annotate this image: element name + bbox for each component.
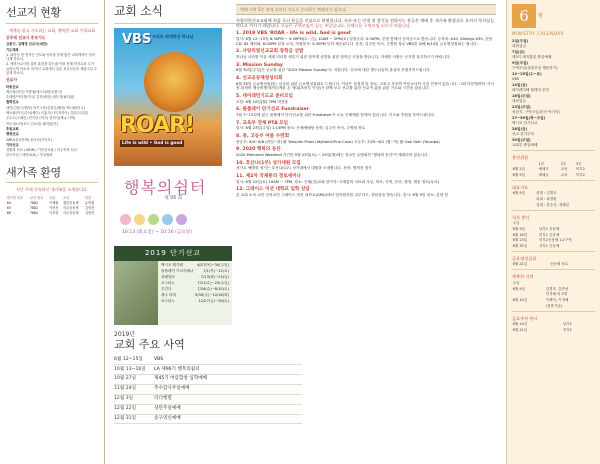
calendar-entry: 교회부 졸업예배 xyxy=(512,143,538,148)
calendar-entry: 대외업입 xyxy=(512,99,526,104)
missions-heading: 2019 단기선교 xyxy=(114,246,232,261)
calendar-entry: 제3기 제자훈련 졸업예배 xyxy=(512,55,552,60)
prayer-line: 기도제목 xyxy=(6,47,19,52)
calendar-list xyxy=(512,39,595,148)
offering-table xyxy=(512,161,595,178)
announcement-body: 성가로 예배를 섬기는 호산나(1부) 성가대에서 대원을 모집합니다. 문의: 양의천 집사 xyxy=(236,166,372,171)
missions-list xyxy=(158,261,232,325)
annual-date: 6월 12~15일 xyxy=(114,356,143,362)
table-cell xyxy=(512,303,545,309)
mission-date: 7/1(목)~12(토) xyxy=(203,268,229,273)
parking-title: 금요주차 봉사 xyxy=(512,315,538,321)
missionary-line: 인도네시아(코드 김소미) 필리핀(진) xyxy=(6,121,58,126)
announcement-body: 7월 7~13일에 있는 플롤레이 단기선교를 위한 Fundraiser가 오늘 은혜예를 앞에서 있습니다. 기도와 후원을 부탁드립니다. xyxy=(236,113,436,117)
new-family-header: 이름 xyxy=(49,195,56,200)
vbs-tagline: 우리의 위대하신 하나님 xyxy=(152,34,194,39)
table-cell: 6월 9일 xyxy=(512,226,525,231)
ministry-calendar-sidebar xyxy=(506,0,600,464)
table-cell: 파워 : 곽경환 xyxy=(536,197,557,202)
announcement-item xyxy=(236,174,496,184)
announcement-body: 본 교회 소속 교단 신학교인 그레이스 미션 대학교(GMU)에서 입학원서를 교부하고, 상담실을 받습니다. 일시: 6월 9일 장소: 본당 앞 xyxy=(236,193,449,198)
mission-place: 멕시코 테카테 xyxy=(161,262,183,267)
table-cell: 64 xyxy=(6,201,11,206)
table-cell: 65 xyxy=(6,206,11,211)
welcome-intro xyxy=(236,18,496,28)
divider xyxy=(512,210,595,211)
worship-reminder: 예배 시작 5분 전에 오셔서 기도로 준비하는 예배자가 됩시다. xyxy=(236,4,496,15)
table-cell: 7882 xyxy=(29,206,39,211)
missionary-line: 기타선교 xyxy=(6,142,19,147)
announcement-list xyxy=(236,31,496,198)
table-cell: 남부1 공동체 xyxy=(538,226,560,231)
divider xyxy=(512,269,595,270)
table-cell: 6월 21일 xyxy=(512,262,528,267)
announcement-body: 중등부: 6/4~6/6 (화일~화) @ Tahquitz Pines (Idyllwild-Pine Cove) 고등부: 7/29~8/1 (월~목) @ Oak Glen (Yucaipa) xyxy=(236,139,440,144)
table-cell: 청년공동체 xyxy=(63,201,79,206)
announcement-body: 일시: 6월 12~15일 6:30PM ~ 9:30PM(수~금), 10AM ~ 2PM(토) 일일등록: 5:30PM, 본당 앞에서 선착순으로 받습니다. 등록비: $40, Siblings $35, 친당 CD: $5 체헌회: 6:00PM 본당 로비, 자원봉사: 5:30PM 부터 제공됩니다. 운전: 김주민 목사, 주영철 장로 VBS를 위해 6/14일 금요영성집회는 쉽니다. xyxy=(236,36,493,46)
prayer-line: 김용구, 김해정 선교사(대만) xyxy=(6,42,48,47)
announcement-item xyxy=(236,187,496,197)
calendar-entry: 30일(주일) xyxy=(512,137,531,142)
announcement-title: 9. 2020 행복의 동산 xyxy=(236,147,281,153)
mission-row xyxy=(161,299,229,303)
table-cell: 6월 9일 xyxy=(512,191,525,196)
annual-event: LA 제96기 행복의쉼터 xyxy=(154,366,200,372)
table-cell xyxy=(512,202,536,208)
annual-event: 성탄주일예배 xyxy=(154,406,181,412)
new-family-title: 새가족 환영 xyxy=(6,165,61,179)
retreat-session: 제 96 회 xyxy=(164,196,183,201)
missionary-line: 협력선교 xyxy=(6,100,19,105)
announcement-title: 12. 그레이스 미션 대학교 입학 상담 xyxy=(236,187,310,193)
table-row xyxy=(6,211,98,216)
lion-illustration xyxy=(144,52,204,112)
table-row xyxy=(512,327,595,333)
table-cell: 6월 21일 xyxy=(512,327,528,332)
vbs-logo: VBS xyxy=(122,32,152,47)
table-cell: 민지혜 외 2명 xyxy=(545,292,568,297)
table-cell: 예배국 xyxy=(538,172,549,177)
calendar-entry: 16일(주일) xyxy=(512,93,531,98)
missionary-line: 파송선교 xyxy=(6,84,19,89)
missionary-line: GMU(선교단체) 송마리(카자흐) xyxy=(6,137,52,142)
annual-event: 송구영신예배 xyxy=(154,416,181,422)
calendar-entry: 27~30일(목~주일) xyxy=(512,115,546,120)
announcements-column xyxy=(230,0,502,464)
annual-event: VBS xyxy=(154,356,164,362)
missionary-line: 백시원(미국) 이종권/에스더(태국/한국) xyxy=(6,89,63,94)
new-family-header: 교인 번호 xyxy=(29,195,44,200)
table-cell: (결혼기념) xyxy=(545,303,562,308)
annual-date: 12월 31일 xyxy=(114,416,137,422)
ministry-calendar-title: MINISTRY CALENDAR xyxy=(512,31,565,36)
annual-event: 제45기 여름합창 입학예배 xyxy=(154,376,208,382)
missionary-line: 대만(김용구/해정) 파키스탄(김정우/혜선) 백시원(미국) xyxy=(6,105,85,110)
table-cell: 사무공동체 xyxy=(63,206,79,211)
calendar-entry: 성한식, 구역모임(본인 야기의) xyxy=(512,110,560,115)
intro-text: 사랑의빛선교교회에 처음 오신 분들을 진심으로 환영합니다. 등록 또는 안내 및 장기를 원하시는 분들은 예배 후 새가족 환영실로 오셔서 목사님들 만나고 가시기 바랍니다. xyxy=(236,18,495,29)
calendar-entry: 23일(주일) xyxy=(512,104,531,109)
table-cell: 김성천 xyxy=(84,211,95,216)
vbs-poster xyxy=(114,28,222,166)
announcement-title: 11. 제2차 국제통의 정로세미나 xyxy=(236,174,301,180)
missionary-line: 후원교회 xyxy=(6,126,19,131)
mission-date: 9/30(주)~10/16(화) xyxy=(195,293,229,298)
friday-title: 금요영성집회 xyxy=(512,255,537,261)
table-cell: 이지현 xyxy=(49,211,59,216)
table-row xyxy=(512,303,595,309)
announcement-body: 2020 Memorial Weekend 기간인 5월 23일(토) ~ 25일(월)에는 전교인 수양회인 '행복의 동산'이 계획되어 있습니다. xyxy=(236,153,429,158)
table-cell: 교육 xyxy=(560,167,568,172)
table-cell: 북부2 xyxy=(575,172,585,177)
mission-date: 7/13(화)~23(일) xyxy=(200,274,229,279)
missionary-list xyxy=(6,85,98,158)
retreat-dates: 10:13 (화요일) ~ 10:16 (금요일) xyxy=(122,230,192,235)
prayer-title: 대표기도 xyxy=(512,184,529,190)
missions-photo xyxy=(114,261,158,325)
announcement-body: 모임: 6월 10일(월) 7PM 비전홀 xyxy=(236,99,289,104)
missionary-line: 한국모임 / 대만(ICU) / 선교협회 xyxy=(6,153,53,158)
missionary-line: 행정선교 xyxy=(6,132,19,137)
announcement-item xyxy=(236,63,496,73)
table-cell: 서부1 공동체 xyxy=(538,243,560,248)
announcement-body: 6월 30일(주일)은 선교를 위한 "2019 Mission Sunday"로 지킵니다. 선교에 대한 생도님들의 관심과 후원부탁드립니다. xyxy=(236,68,431,73)
mission-date: 7/26(수)~8/10(토) xyxy=(197,287,229,292)
happy-table-schedule xyxy=(512,281,595,309)
calendar-entry: 테이레미해 월례자 종강 xyxy=(512,88,549,93)
table-cell: 2부 xyxy=(560,161,567,166)
announcement-title: 1. 2019 VBS 'ROAR - life is wild, God is good' xyxy=(236,31,352,37)
calendar-entry: 14일(금) xyxy=(512,82,528,87)
divider xyxy=(512,251,595,252)
mission-place: 우간다 xyxy=(161,287,172,292)
meal-title: 식사 봉사 xyxy=(512,214,530,220)
table-cell: 이재원 xyxy=(49,201,59,206)
annual-date: 10월 13~16일 xyxy=(114,366,146,372)
missionary-line: 우수도(스페인) 안식년 (미국) 한의사(케냐-사역) xyxy=(6,116,76,121)
table-cell: 한명 : 김병조 xyxy=(536,191,557,196)
divider xyxy=(512,180,595,181)
annual-event: 리더행렬 xyxy=(154,396,172,402)
table-row xyxy=(512,262,595,268)
table-cell: 66 xyxy=(6,211,11,216)
table-cell: 6월 23일 xyxy=(512,238,528,243)
friday-table xyxy=(512,262,595,268)
announcement-item xyxy=(236,31,496,46)
decorative-dots xyxy=(120,214,187,225)
announcement-title: 3. Mission Sunday xyxy=(236,62,283,68)
announcement-item xyxy=(236,121,496,131)
mission-status-title: 선교지 현황 xyxy=(6,6,61,19)
annual-ministry-title: 교회 주요 사역 xyxy=(114,338,185,352)
table-cell: 7882 xyxy=(29,201,39,206)
calendar-entry: 멕시코 단기선교 xyxy=(512,121,538,126)
announcement-body: 하나님 나라를 이끌 세대 리더를 세우기 위한 장학생 선발을 위한 장학금 신청을 받습니다. 자세한 사항은 공지를 참고하시기 바랍니다. xyxy=(236,54,451,59)
divider xyxy=(512,311,595,312)
table-cell: 6월 14일 xyxy=(512,297,528,302)
announcement-item xyxy=(236,76,496,91)
parking-table xyxy=(512,322,595,333)
table-row xyxy=(512,202,595,208)
table-cell: 북부1 xyxy=(562,327,572,332)
annual-year: 2019년 xyxy=(114,330,136,338)
prayer-table xyxy=(512,191,595,208)
table-cell: 6월 30일 xyxy=(512,243,528,248)
new-family-header: 담당 xyxy=(84,195,92,200)
mission-slogan: 세계를 품고 기도하는 교회, 행복한 교회 우리교회 xyxy=(8,27,96,33)
table-cell: 6월 14일 xyxy=(512,322,528,327)
annual-date: 11월 24일 xyxy=(114,386,137,392)
announcement-item xyxy=(236,94,496,104)
calendar-entry: 대외업입 xyxy=(512,44,526,49)
church-news-title: 교회 소식 xyxy=(114,4,163,18)
table-cell: 북부2공동체 1교구역 xyxy=(538,238,572,243)
missionary-line: 경찰복 선교 / MOM / 기독선교회 / 이주목회 선교 xyxy=(6,148,77,153)
mission-date: 12/27(금)~28(토) xyxy=(198,299,229,304)
vbs-roar-title: ROAR! xyxy=(120,113,195,138)
calendar-entry: VBS xyxy=(512,77,520,82)
month-badge: 6 xyxy=(512,4,536,28)
new-family-header: 소속 xyxy=(63,195,70,200)
prayer-line: 1. 타이난 현 현지인 전도와 양육을 통해 많은 교회개척이 일어나게 하소서. xyxy=(6,53,96,62)
table-cell: 3부 xyxy=(575,161,582,166)
table-cell: 6월 9일 xyxy=(512,172,525,177)
mission-prayer-heading: 공주에 선교사 중보기도 xyxy=(6,34,46,40)
offering-title: 봉헌위원 xyxy=(512,154,529,160)
mission-row xyxy=(161,275,229,279)
announcement-body: 6월 28일 금요영성집회는 선교를 위한 금요영성집회로 드립니다. 이날은 한경결 일 장로, 고치고 조진의 여선교사의 사진 간증이 있습니다. 그외 다문영화의 '사사봉-한의비 행운비행'레이더게를 온 세대(초중부 이상)가 함께 보고 선교를 위한 선교적 삶을 위한 기도와 시간을 갖습니다. xyxy=(236,81,495,91)
table-row xyxy=(512,243,595,249)
table-cell: 이현진 xyxy=(49,206,59,211)
prayer-line: 2. 제직선교사를 위한 훈련을 하는데 이를 통해 현지교회 수가 늘어나게 하소서. 타이난 교회에서 일꾼 선교사들을 채워주실 수 있게 하소서. xyxy=(6,62,98,75)
mission-place: 제주 티파 xyxy=(161,293,177,298)
prayer-lines xyxy=(6,42,98,74)
table-cell: 주일 xyxy=(512,221,520,226)
table-cell: 공동체 차로 xyxy=(549,262,568,267)
table-cell: 사무공동체 xyxy=(63,211,79,216)
announcement-body: 일시: 6월 22일(토) 10AM ~ 7PM, 장소: 은혜(친)교회 참가자: 국제통의 지료피 사무, 의료, 사역, 은퇴, 행정, 협동 장로(무료) xyxy=(236,179,439,184)
annual-event: 추수감사주일예배 xyxy=(154,386,190,392)
divider xyxy=(512,150,595,151)
calendar-entry: 28일(금) xyxy=(512,126,528,131)
table-cell: 7884 xyxy=(29,211,39,216)
calendar-entry: 7일(금) xyxy=(512,49,525,54)
table-cell: 6월 16일 xyxy=(512,232,528,237)
table-cell: 이채익, 이정혜 xyxy=(545,297,569,302)
mission-place: 과테말라 xyxy=(161,274,175,279)
announcement-title: 7. 교육부 전체 PTA 모임 xyxy=(236,120,289,126)
calendar-entry: 2일(주일) xyxy=(512,39,529,43)
mission-place: 코스타노 xyxy=(161,299,175,304)
calendar-entry: 구역모임(성령모임 행동하기) xyxy=(512,66,558,71)
table-cell: 1부 xyxy=(538,161,545,166)
announcement-title: 10. 호산나(1부) 성가대원 모집 xyxy=(236,160,301,166)
missionary-line: 손태양/이민경(미국) 김진(대만) 최은정(필리핀) xyxy=(6,95,75,100)
announcement-title: 5. 테이레민기도교 준비모임 xyxy=(236,93,293,99)
new-family-header: 새가족 번호 xyxy=(6,195,24,200)
table-cell: 북부1 공동체 xyxy=(538,232,560,237)
mission-sidebar xyxy=(0,0,105,464)
annual-date: 12월 22일 xyxy=(114,406,137,412)
table-cell: 김성천 xyxy=(84,206,95,211)
table-cell: 북부2 xyxy=(575,167,585,172)
mission-date: 7/21(수)~25(주일) xyxy=(197,280,229,285)
missionary-line: 백시원(미국)추석(세이) 이홍기(나이지리아) 김한수(일본) xyxy=(6,111,89,116)
annual-date: 10월 27일 xyxy=(114,376,137,382)
announcement-item xyxy=(236,161,496,171)
happiness-retreat-banner xyxy=(114,174,232,240)
annual-date: 12월 3일 xyxy=(114,396,134,402)
announcement-title: 4. 선교공동체영성피회 xyxy=(236,75,283,81)
table-cell: 주일 xyxy=(512,281,520,286)
table-cell: 예배국 xyxy=(538,167,549,172)
calendar-entry: 9일(주일) xyxy=(512,60,529,65)
mission-row xyxy=(161,281,229,285)
mission-row xyxy=(161,287,229,291)
table-cell: 강대 : 한순식, 정혜일 xyxy=(536,202,569,207)
mission-row xyxy=(161,263,229,267)
table-cell: 교육 xyxy=(560,172,568,177)
short-term-missions-box xyxy=(114,246,232,325)
month-label: 월 xyxy=(538,12,543,19)
meal-table xyxy=(512,221,595,249)
announcement-title: 6. 플롤레이 단기선교 Fundraiser xyxy=(236,107,310,113)
vbs-motto: Life is wild • God is good xyxy=(122,141,183,146)
announcement-item xyxy=(236,107,496,117)
missionary-heading: 선교사 xyxy=(6,76,18,82)
new-table-title: 행복한 식탁 xyxy=(512,274,534,280)
intro-highlight: 오늘은 구역모임이 있는 주일입니다. 은혜로운 구역모임 되시기 바랍니다. xyxy=(280,23,412,29)
divider xyxy=(6,182,98,183)
new-family-table xyxy=(6,195,98,216)
table-cell: 6월 2일 xyxy=(512,167,525,172)
mission-date: 6/27(목)~30(주일) xyxy=(197,262,229,267)
mission-row xyxy=(161,293,229,297)
divider xyxy=(6,23,98,24)
announcement-item xyxy=(236,147,496,157)
mission-row xyxy=(161,269,229,273)
table-cell: 유영권 xyxy=(84,201,95,206)
table-cell: 김경호, 김종선 xyxy=(545,286,569,291)
mission-place: 플롤레이 키르히베나 xyxy=(161,268,194,273)
mission-place: 코스타노 xyxy=(161,280,175,285)
table-cell: 6월 9일 xyxy=(512,286,525,291)
announcement-title: 2. 사랑의빛선교교회 장학금 선발 xyxy=(236,49,304,55)
new-family-subtitle: 지난 주에 등록하신 새가족을 소개합니다. xyxy=(15,187,89,193)
calendar-entry: 선교 감기부탁 xyxy=(512,132,534,137)
calendar-entry: 12~15일(수~토) xyxy=(512,71,542,76)
announcement-body: 일시: 6월 23일(주일) 1:15PM 장소: 은혜예배당 문의: 김주민 목사, 주영철 장로 xyxy=(236,126,366,131)
announcement-item xyxy=(236,49,496,59)
announcement-item xyxy=(236,134,496,144)
table-cell: 남부1 xyxy=(562,322,572,327)
announcement-title: 8. 중, 고등부 여름 수련회 xyxy=(236,133,290,139)
retreat-title: 행복의쉼터 xyxy=(124,178,207,197)
table-row xyxy=(512,172,595,178)
